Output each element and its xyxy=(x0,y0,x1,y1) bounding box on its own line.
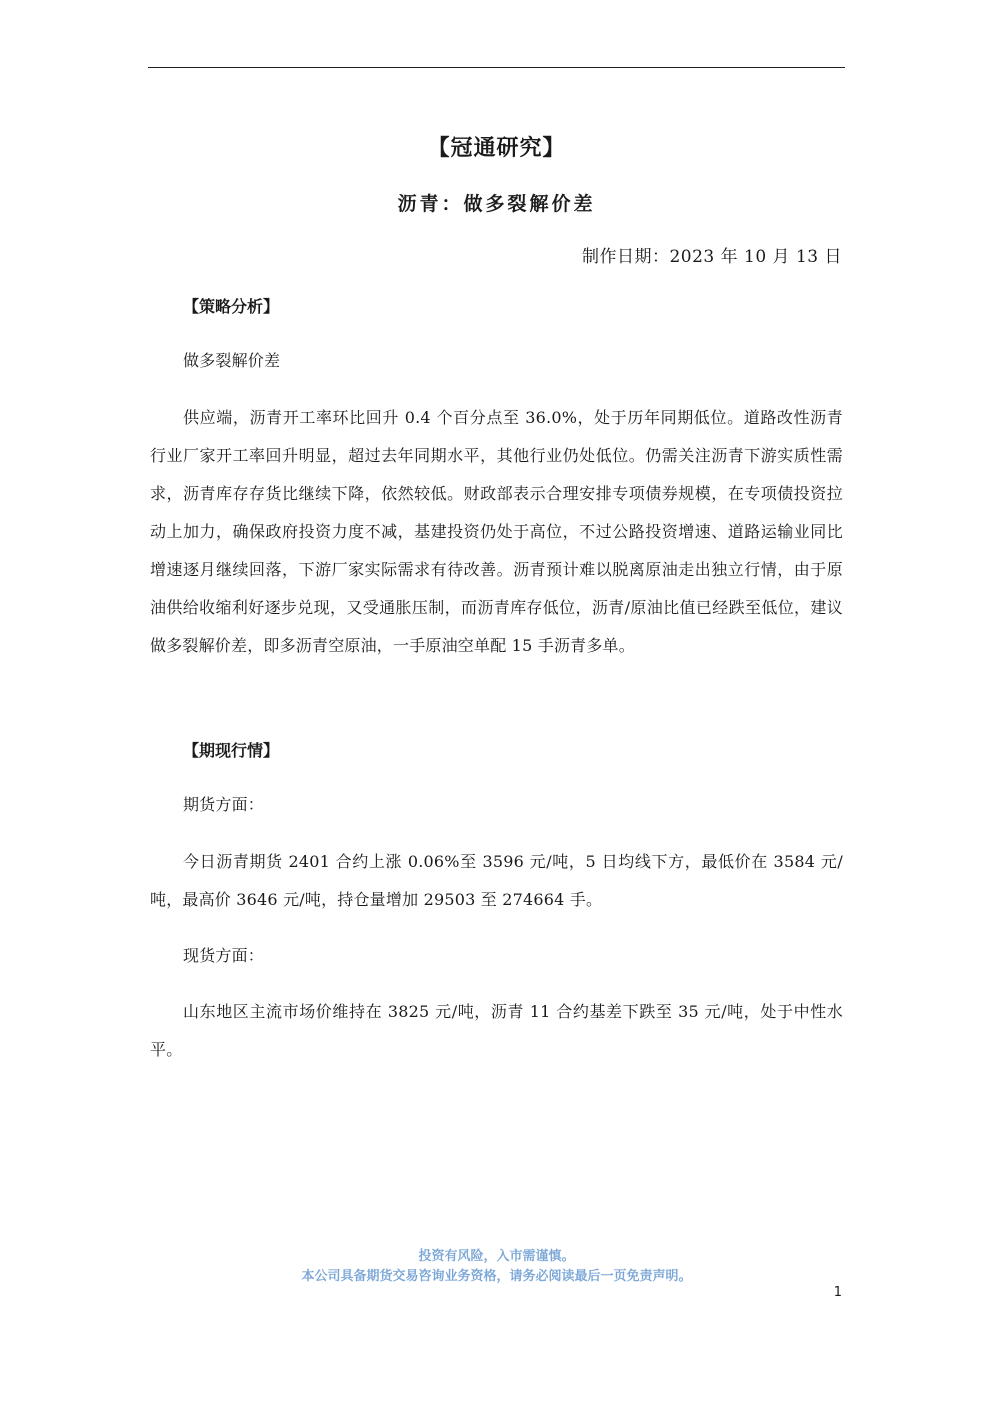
strategy-heading: 【策略分析】 xyxy=(183,297,280,316)
document-date: 制作日期：2023 年 10 月 13 日 xyxy=(581,247,842,267)
futures-text: 今日沥青期货 2401 合约上涨 0.06%至 3596 元/吨，5 日均线下方，最低价在 3584 元/吨，最高价 3646 元/吨，持仓量增加 29503 至 274664 手。 xyxy=(150,852,843,909)
header-rule xyxy=(148,67,845,68)
strategy-body: 供应端，沥青开工率环比回升 0.4 个百分点至 36.0%，处于历年同期低位。道路改性沥青行业厂家开工率回升明显，超过去年同期水平，其他行业仍处低位。仍需关注沥青下游实质性需求，沥青库存存货比继续下降，依然较低。财政部表示合理安排专项债券规模，在专项债投资拉动上加力，确保政府投资力度不减，基建投资仍处于高位，不过公路投资增速、道路运输业同比增速逐月继续回落，下游厂家实际需求有待改善。沥青预计难以脱离原油走出独立行情，由于原油供给收缩利好逐步兑现，又受通胀压制，而沥青库存低位，沥青/原油比值已经跌至低位，建议做多裂解价差，即多沥青空原油，一手原油空单配 15 手沥青多单。 xyxy=(150,408,843,655)
disclaimer-notice: 本公司具备期货交易咨询业务资格，请务必阅读最后一页免责声明。 xyxy=(301,1269,692,1284)
document-subtitle: 沥青：做多裂解价差 xyxy=(397,193,596,215)
strategy-summary: 做多裂解价差 xyxy=(183,351,281,370)
document-title: 【冠通研究】 xyxy=(427,135,566,161)
spot-text: 山东地区主流市场价维持在 3825 元/吨，沥青 11 合约基差下跌至 35 元/吨，处于中性水平。 xyxy=(150,1002,843,1059)
spot-label: 现货方面： xyxy=(183,946,265,965)
risk-notice: 投资有风险，入市需谨慎。 xyxy=(418,1249,575,1264)
futures-label: 期货方面： xyxy=(183,795,265,814)
market-heading: 【期现行情】 xyxy=(183,741,280,760)
page-number: 1 xyxy=(833,1285,842,1300)
